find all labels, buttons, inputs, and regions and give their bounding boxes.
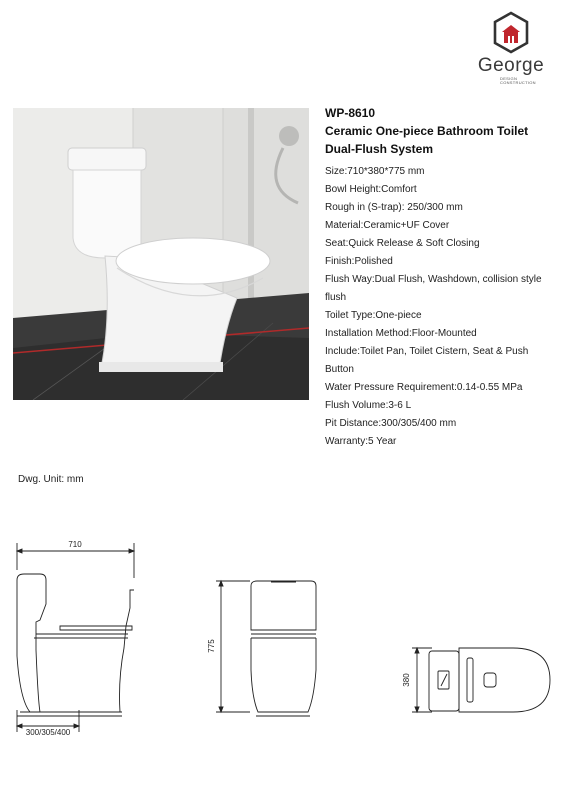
pit-dimension-label: 300/305/400 xyxy=(25,728,71,737)
spec-panel xyxy=(325,104,560,451)
brand-tagline xyxy=(500,77,536,85)
spec-row: Button xyxy=(325,364,354,375)
spec-row: Size:710*380*775 mm xyxy=(325,166,425,177)
spec-row: Toilet Type:One-piece xyxy=(325,310,422,321)
spec-row: Flush Volume:3-6 L xyxy=(325,400,412,411)
model-number: WP-8610 xyxy=(325,106,376,120)
spec-row: Seat:Quick Release & Soft Closing xyxy=(325,238,480,249)
spec-row: Material:Ceramic+UF Cover xyxy=(325,220,450,231)
spec-row: Rough in (S-trap): 250/300 mm xyxy=(325,202,463,213)
technical-drawing xyxy=(0,530,566,745)
spec-row: flush xyxy=(325,292,347,303)
spec-row: Flush Way:Dual Flush, Washdown, collision style xyxy=(325,274,542,285)
height-dimension-label: 775 xyxy=(207,639,216,653)
width-dimension-label: 380 xyxy=(402,673,411,687)
product-photo xyxy=(13,108,309,400)
product-title xyxy=(325,122,560,158)
drawing-unit-label: Dwg. Unit: mm xyxy=(18,474,84,485)
spec-row: Installation Method:Floor-Mounted xyxy=(325,328,477,339)
brand-tagline-line2: CONSTRUCTION xyxy=(500,80,536,85)
spec-row: Warranty:5 Year xyxy=(325,436,397,447)
spec-row: Include:Toilet Pan, Toilet Cistern, Seat & Push xyxy=(325,346,529,357)
brand-tagline-line1: DESIGN xyxy=(500,76,518,81)
spec-row: Pit Distance:300/305/400 mm xyxy=(325,418,457,429)
house-logo-icon xyxy=(470,10,552,56)
brand-name: George xyxy=(477,55,545,76)
product-title-line1: Ceramic One-piece Bathroom Toilet xyxy=(325,124,529,138)
spec-row: Water Pressure Requirement:0.14-0.55 MPa xyxy=(325,382,523,393)
spec-row: Finish:Polished xyxy=(325,256,393,267)
length-dimension-label: 710 xyxy=(68,540,82,549)
product-title-line2: Dual-Flush System xyxy=(325,142,434,156)
brand-logo xyxy=(470,10,552,86)
spec-row: Bowl Height:Comfort xyxy=(325,184,417,195)
